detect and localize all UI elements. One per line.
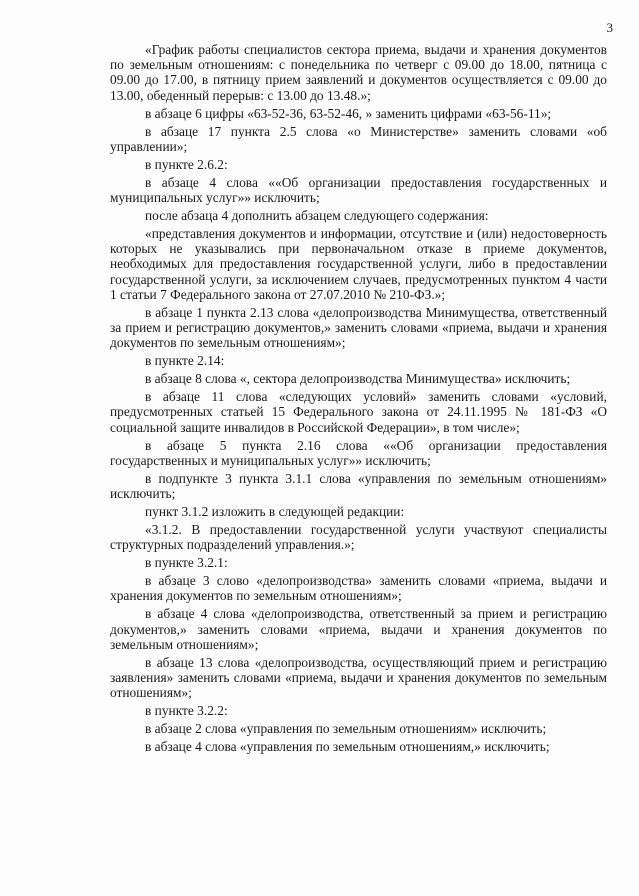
document-body bbox=[110, 42, 607, 757]
paragraph-add-after-4: после абзаца 4 дополнить абзацем следующего содержания: bbox=[145, 208, 489, 224]
paragraph-phone-numbers: в абзаце 6 цифры «63-52-36, 63-52-46, » заменить цифрами «63-56-11»; bbox=[145, 105, 552, 121]
paragraph-3-1-1: в подпункте 3 пункта 3.1.1 слова «управления по земельным отношениям» исключить; bbox=[110, 470, 607, 502]
paragraph-3-2-1-heading: в пункте 3.2.1: bbox=[145, 555, 228, 571]
paragraph-3-2-1-item-3: в абзаце 3 слово «делопроизводства» заменить словами «приема, выдачи и хранения документов по земельным отношениям»; bbox=[110, 573, 607, 604]
paragraph-3-2-1-item-13: в абзаце 13 слова «делопроизводства, осуществляющий прием и регистрацию заявления» заменить словами «приема, выдачи и хранения документов по земельным отношениям»; bbox=[110, 654, 607, 701]
page-number: 3 bbox=[606, 20, 613, 35]
paragraph-3-2-1-item-4: в абзаце 4 слова «делопроизводства, ответственный за прием и регистрацию документов,» заменить словами «приема, выдачи и хранения документов по земельным отношениям»; bbox=[110, 606, 607, 652]
paragraph-2-14-heading: в пункте 2.14: bbox=[145, 353, 225, 369]
paragraph-2-14-item-11: в абзаце 11 слова «следующих условий» заменить словами «условий, предусмотренных статьей 15 Федерального закона от 24.11.1995 № 181-ФЗ «О социальной защите инвалидов в Российской Федерации», в том числе»; bbox=[110, 389, 607, 435]
paragraph-2-6-2-item-4: в абзаце 4 слова ««Об организации предоставления государственных и муниципальных услуг»» исключить; bbox=[110, 174, 607, 206]
paragraph-3-1-2-heading: пункт 3.1.2 изложить в следующей редакции: bbox=[145, 504, 405, 520]
paragraph-new-text: «представления документов и информации, отсутствие и (или) недостоверность которых не указывались при первоначальном отказе в приеме документов, необходимых для предоставления государственной услуги, либо в предоставлении государственной услуги, за исключением случаев, предусмотренных пунктом 4 части 1 статьи 7 Федерального закона от 27.07.2010 № 210-ФЗ.»; bbox=[110, 226, 607, 302]
paragraph-2-13: в абзаце 1 пункта 2.13 слова «делопроизводства Минимущества, ответственный за прием и регистрацию документов,» заменить словами «приема, выдачи и хранения документов по земельным отношениям»; bbox=[110, 304, 607, 351]
paragraph-3-2-2-item-2: в абзаце 2 слова «управления по земельным отношениям» исключить; bbox=[145, 721, 547, 737]
paragraph-3-2-2-item-4: в абзаце 4 слова «управления по земельным отношениям,» исключить; bbox=[145, 739, 550, 755]
paragraph-3-1-2-text: «3.1.2. В предоставлении государственной услуги участвуют специалисты структурных подразделений управления.»; bbox=[110, 522, 607, 553]
paragraph-schedule: «График работы специалистов сектора приема, выдачи и хранения документов по земельным отношениям: с понедельника по четверг с 09.00 до 18.00, пятница с 09.00 до 17.00, в пятницу прием заявлений и документов осуществляется с 09.00 до 13.00, обеденный перерыв: с 13.00 до 13.48.»; bbox=[110, 42, 607, 103]
paragraph-2-5: в абзаце 17 пункта 2.5 слова «о Министерстве» заменить словами «об управлении»; bbox=[110, 123, 607, 154]
paragraph-2-6-2-heading: в пункте 2.6.2: bbox=[145, 156, 228, 172]
paragraph-2-16: в абзаце 5 пункта 2.16 слова ««Об организации предоставления государственных и муниципальных услуг»» исключить; bbox=[110, 437, 607, 468]
paragraph-3-2-2-heading: в пункте 3.2.2: bbox=[145, 703, 228, 719]
paragraph-2-14-item-8: в абзаце 8 слова «, сектора делопроизводства Минимущества» исключить; bbox=[145, 371, 571, 387]
